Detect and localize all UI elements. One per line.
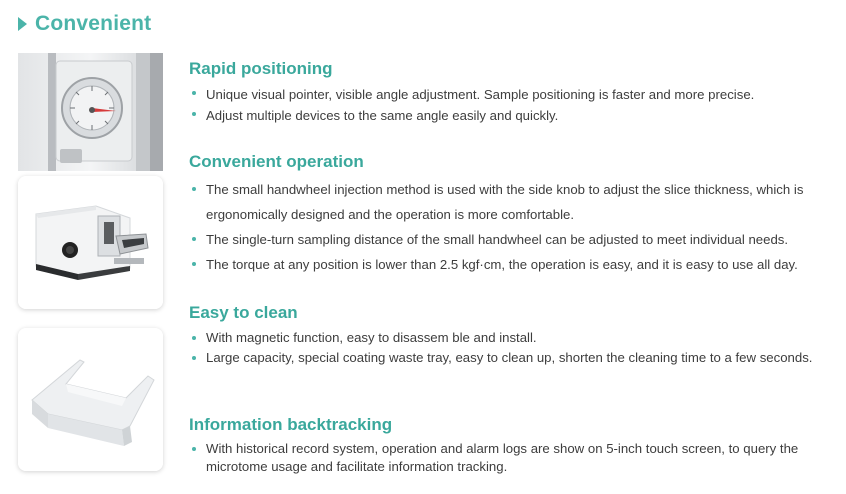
microtome-image <box>18 176 163 309</box>
dot-icon <box>192 336 196 340</box>
page-title: Convenient <box>35 12 152 35</box>
list-item <box>189 84 834 105</box>
list-item <box>189 348 834 368</box>
dot-icon <box>192 262 196 266</box>
section-title: Rapid positioning <box>189 59 333 78</box>
list-item <box>189 328 834 348</box>
list-item <box>189 440 834 476</box>
section-title: Easy to clean <box>189 303 298 322</box>
section-header <box>18 12 151 36</box>
section-title: Convenient operation <box>189 152 364 171</box>
bullet-text: Adjust multiple devices to the same angle easily and quickly. <box>206 108 559 123</box>
angle-dial-image <box>18 53 163 171</box>
bullet-text: Unique visual pointer, visible angle adjustment. Sample positioning is faster and more precise. <box>206 87 755 102</box>
bullet-text: With magnetic function, easy to disassem ble and install. <box>206 330 537 345</box>
dot-icon <box>192 356 196 360</box>
dot-icon <box>192 91 196 95</box>
dot-icon <box>192 447 196 451</box>
section-title: Information backtracking <box>189 415 393 434</box>
dot-icon <box>192 237 196 241</box>
section-convenient-operation <box>189 152 834 277</box>
triangle-right-icon <box>18 17 27 31</box>
bullet-text: The small handwheel injection method is used with the side knob to adjust the slice thickness, which is ergonomically designed and the operation is more comfortable. <box>206 182 804 222</box>
section-information-backtracking <box>189 415 834 476</box>
list-item <box>189 105 834 126</box>
bullet-text: The torque at any position is lower than 2.5 kgf·cm, the operation is easy, and it is easy to use all day. <box>206 257 798 272</box>
bullet-text: Large capacity, special coating waste tray, easy to clean up, shorten the cleaning time to a few seconds. <box>206 350 813 365</box>
waste-tray-image <box>18 328 163 471</box>
dot-icon <box>192 112 196 116</box>
bullet-text: With historical record system, operation and alarm logs are show on 5-inch touch screen, to query the microtome usage and facilitate information tracking. <box>206 441 799 474</box>
section-rapid-positioning <box>189 59 834 126</box>
list-item <box>189 227 834 252</box>
bullet-text: The single-turn sampling distance of the small handwheel can be adjusted to meet individual needs. <box>206 232 789 247</box>
section-easy-to-clean <box>189 303 834 368</box>
list-item <box>189 177 834 227</box>
list-item <box>189 252 834 277</box>
dot-icon <box>192 187 196 191</box>
